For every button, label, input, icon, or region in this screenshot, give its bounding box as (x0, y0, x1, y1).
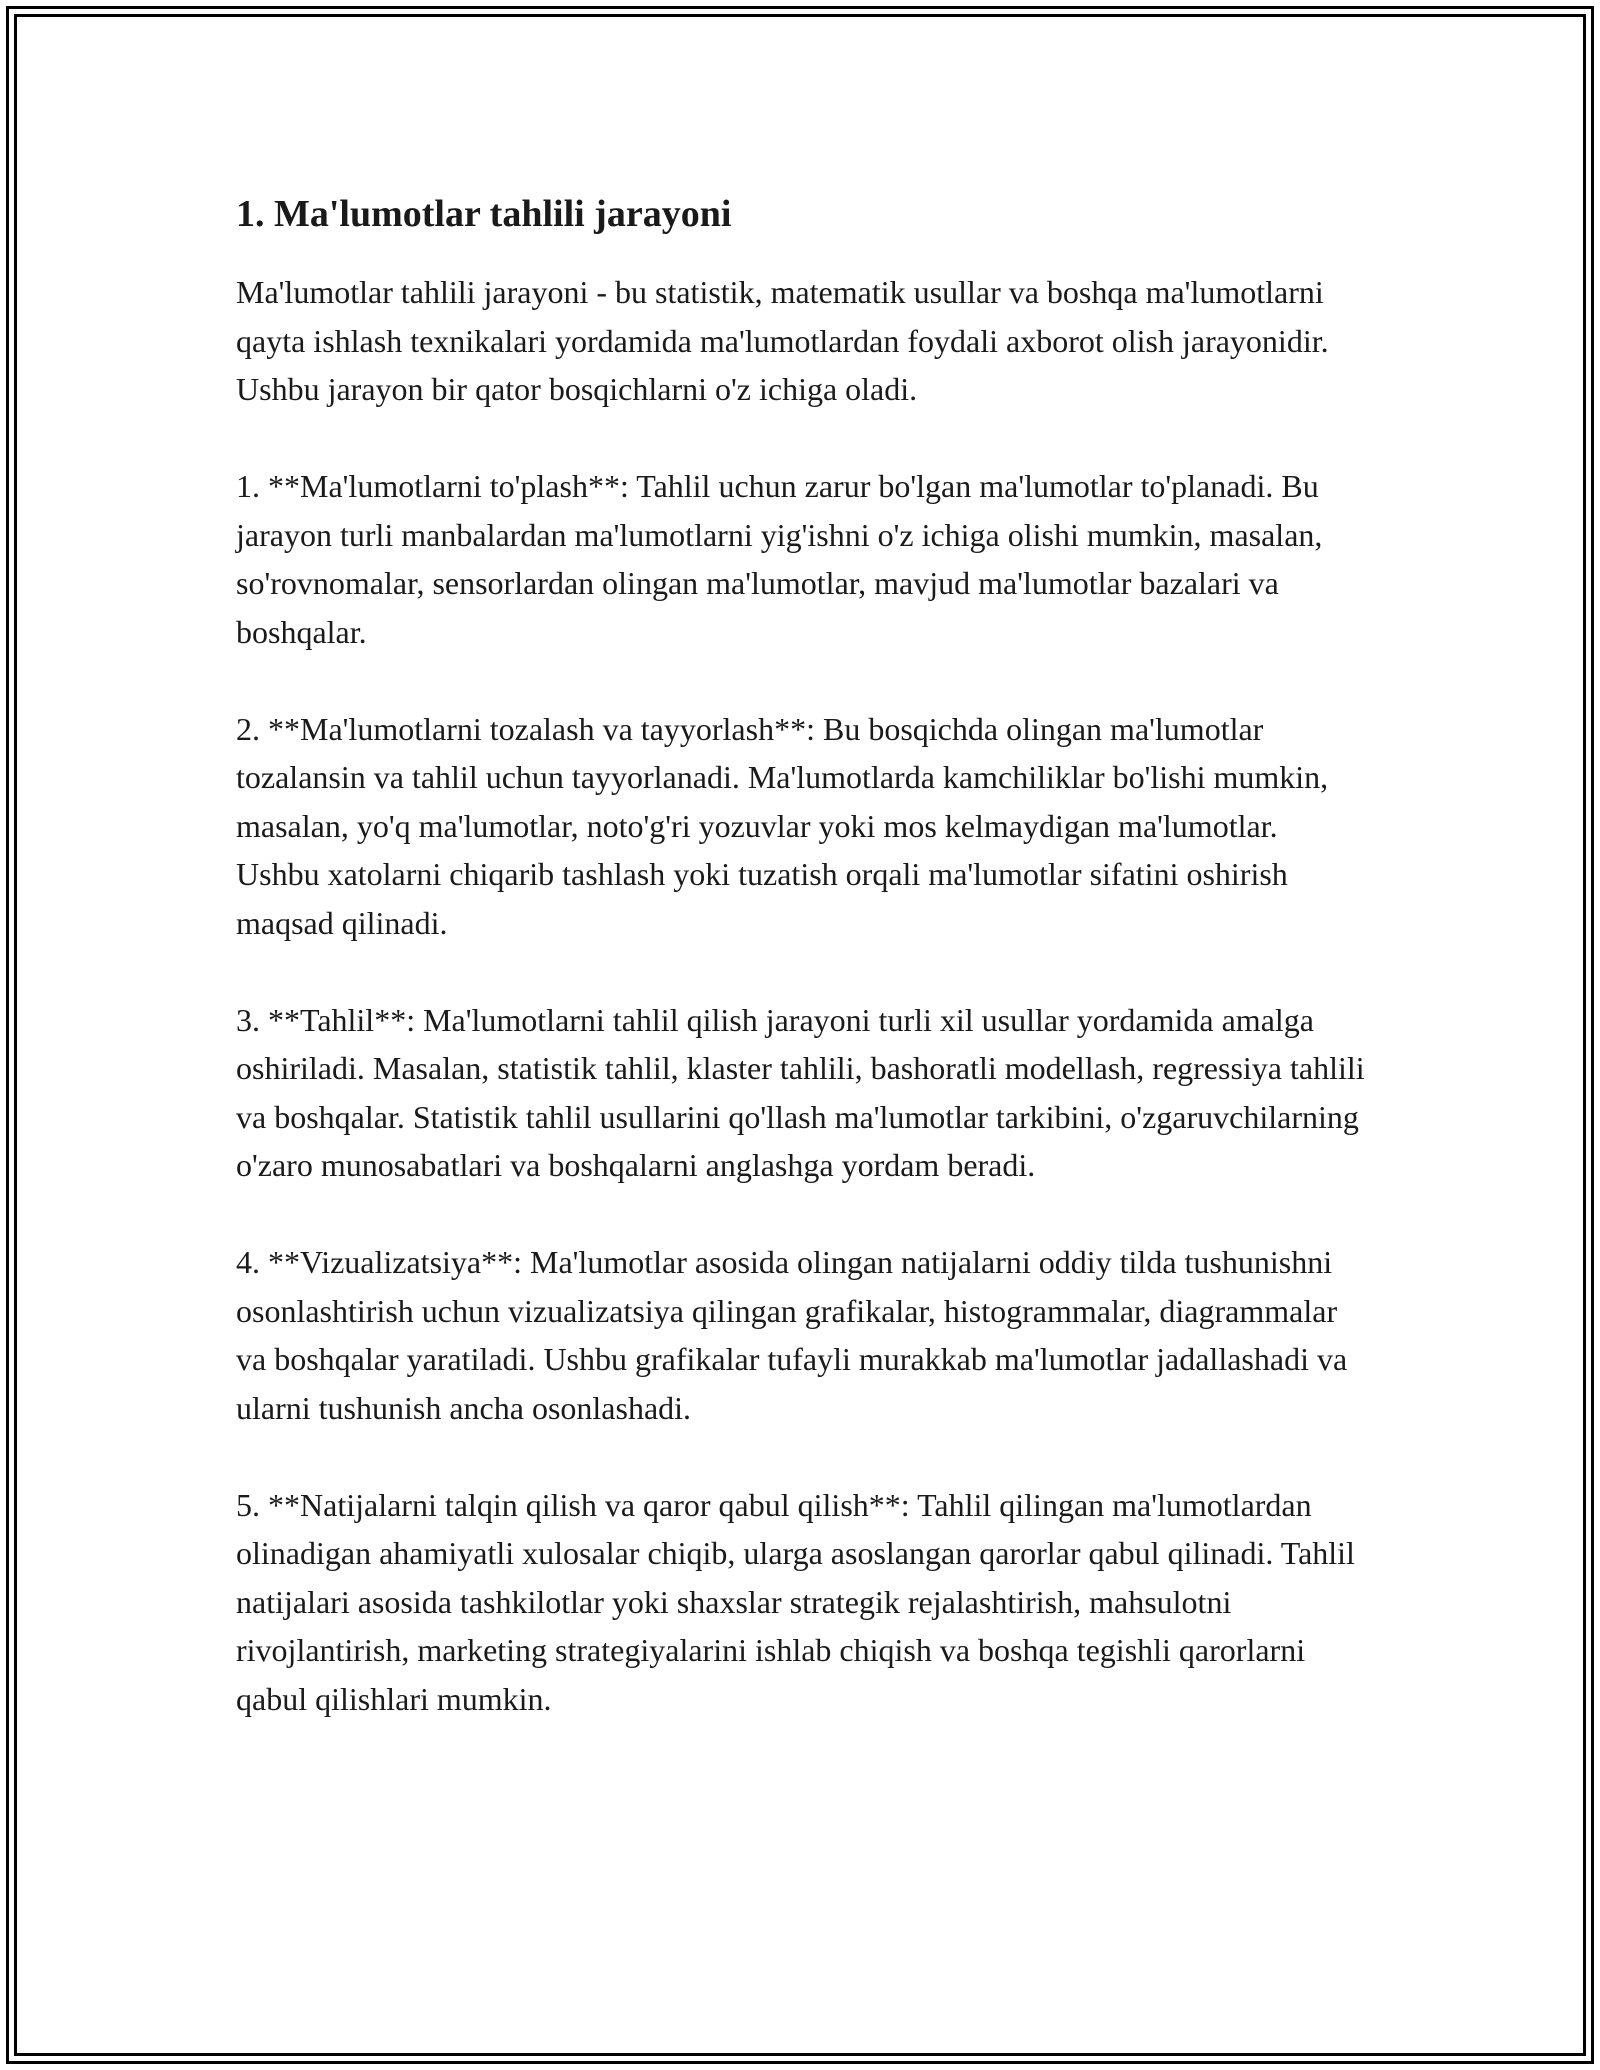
document-title: 1. Ma'lumotlar tahlili jarayoni (236, 193, 732, 235)
step-1-paragraph: 1. **Ma'lumotlarni to'plash**: Tahlil uchun zarur bo'lgan ma'lumotlar to'planadi. Bu jarayon turli manbalardan ma'lumotlarni yig'ishni o'z ichiga olishi mumkin, masalan, so'rovnomalar, sensorlardan olingan ma'lumotlar, mavjud ma'lumotlar bazalari va boshqalar. (236, 468, 1323, 650)
intro-paragraph: Ma'lumotlar tahlili jarayoni - bu statistik, matematik usullar va boshqa ma'lumotlarni qayta ishlash texnikalari yordamida ma'lumotlardan foydali axborot olish jarayonidir. Ushbu jarayon bir qator bosqichlarni o'z ichiga oladi. (236, 274, 1329, 407)
step-4-paragraph: 4. **Vizualizatsiya**: Ma'lumotlar asosida olingan natijalarni oddiy tilda tushunishni osonlashtirish uchun vizualizatsiya qilingan grafikalar, histogrammalar, diagrammalar va boshqalar yaratiladi. Ushbu grafikalar tufayli murakkab ma'lumotlar jadallashadi va ularni tushunish ancha osonlashadi. (236, 1244, 1348, 1426)
document-body (236, 180, 1366, 1772)
step-2-paragraph: 2. **Ma'lumotlarni tozalash va tayyorlash**: Bu bosqichda olingan ma'lumotlar tozalansin va tahlil uchun tayyorlanadi. Ma'lumotlarda kamchiliklar bo'lishi mumkin, masalan, yo'q ma'lumotlar, noto'g'ri yozuvlar yoki mos kelmaydigan ma'lumotlar. Ushbu xatolarni chiqarib tashlash yoki tuzatish orqali ma'lumotlar sifatini oshirish maqsad qilinadi. (236, 710, 1329, 941)
step-5-paragraph: 5. **Natijalarni talqin qilish va qaror qabul qilish**: Tahlil qilingan ma'lumotlardan olinadigan ahamiyatli xulosalar chiqib, ularga asoslangan qarorlar qabul qilinadi. Tahlil natijalari asosida tashkilotlar yoki shaxslar strategik rejalashtirish, mahsulotni rivojlantirish, marketing strategiyalarini ishlab chiqish va boshqa tegishli qarorlarni qabul qilishlari mumkin. (236, 1486, 1355, 1717)
step-3-paragraph: 3. **Tahlil**: Ma'lumotlarni tahlil qilish jarayoni turli xil usullar yordamida amalga oshiriladi. Masalan, statistik tahlil, klaster tahlili, bashoratli modellash, regressiya tahlili va boshqalar. Statistik tahlil usullarini qo'llash ma'lumotlar tarkibini, o'zgaruvchilarning o'zaro munosabatlari va boshqalarni anglashga yordam beradi. (236, 1001, 1365, 1183)
